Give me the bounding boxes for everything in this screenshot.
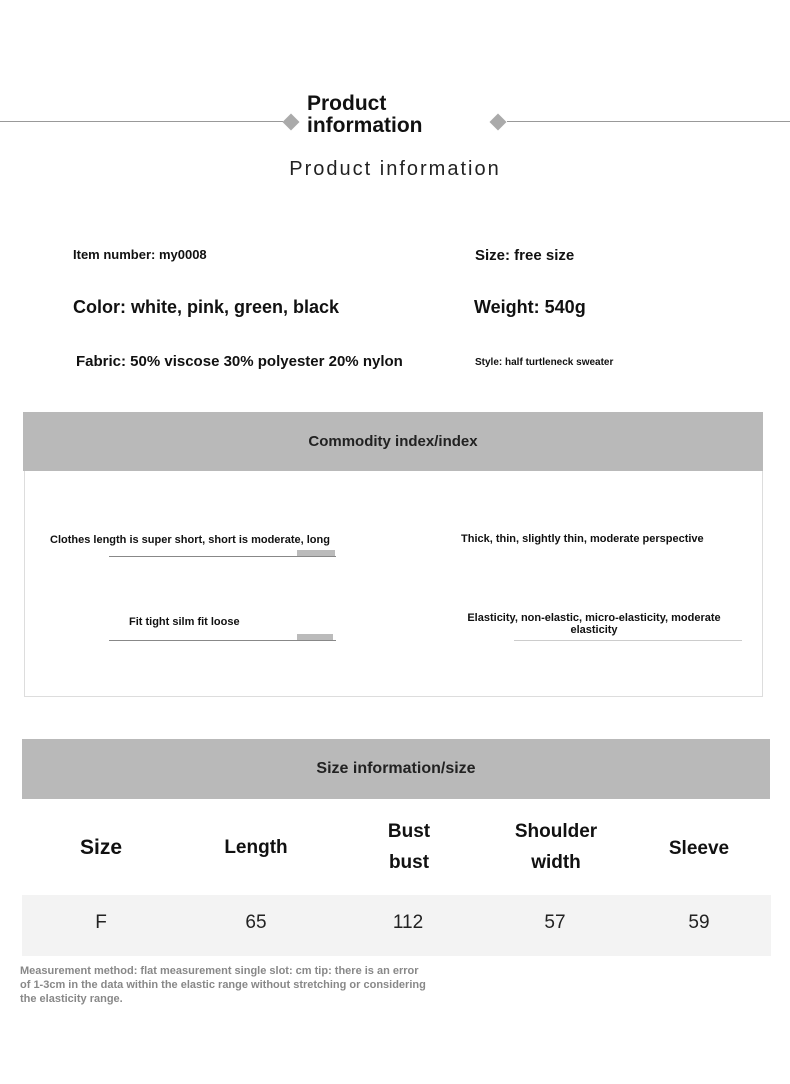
diamond-left-icon <box>283 114 300 131</box>
cell-shoulder: 57 <box>544 912 566 933</box>
cell-bust: 112 <box>392 912 424 933</box>
index-fit-marker <box>297 634 333 640</box>
weight-detail: Weight: 540g <box>474 297 586 317</box>
col-header-size: Size <box>79 836 123 859</box>
measurement-note: Measurement method: flat measurement single slot: cm tip: there is an error of 1-3cm in the data within the elastic range without stretching or considering the elasticity range. <box>20 965 426 1005</box>
size-detail: Size: free size <box>475 247 575 264</box>
diamond-right-icon <box>490 114 507 131</box>
cell-length: 65 <box>245 912 267 933</box>
header-rule-right <box>507 121 790 122</box>
index-fit-line <box>109 640 336 641</box>
col-header-sleeve: Sleeve <box>668 838 730 859</box>
col-header-length: Length <box>224 837 288 858</box>
color-detail: Color: white, pink, green, black <box>73 297 340 317</box>
index-elasticity-line <box>514 640 742 641</box>
item-number: Item number: my0008 <box>73 247 207 262</box>
index-item-fit: Fit tight silm fit loose <box>129 616 240 628</box>
index-item-elasticity: Elasticity, non-elastic, micro-elasticity, moderate elasticity <box>467 612 721 636</box>
page-title: Product information <box>307 92 423 137</box>
style-detail: Style: half turtleneck sweater <box>475 357 614 368</box>
size-info-title: Size information/size <box>316 760 476 777</box>
index-item-thickness: Thick, thin, slightly thin, moderate perspective <box>461 533 704 545</box>
col-header-bust: Bust bust <box>387 821 431 873</box>
col-header-shoulder: Shoulder width <box>514 821 598 873</box>
index-length-line <box>109 556 336 557</box>
cell-size: F <box>95 912 107 933</box>
index-item-length: Clothes length is super short, short is moderate, long <box>50 534 330 546</box>
commodity-index-title: Commodity index/index <box>308 433 478 450</box>
index-length-marker <box>297 550 335 556</box>
fabric-detail: Fabric: 50% viscose 30% polyester 20% nylon <box>76 353 403 370</box>
page-subtitle: Product information <box>289 158 501 180</box>
header-rule-left <box>0 121 283 122</box>
cell-sleeve: 59 <box>688 912 710 933</box>
commodity-index-panel <box>24 471 763 697</box>
